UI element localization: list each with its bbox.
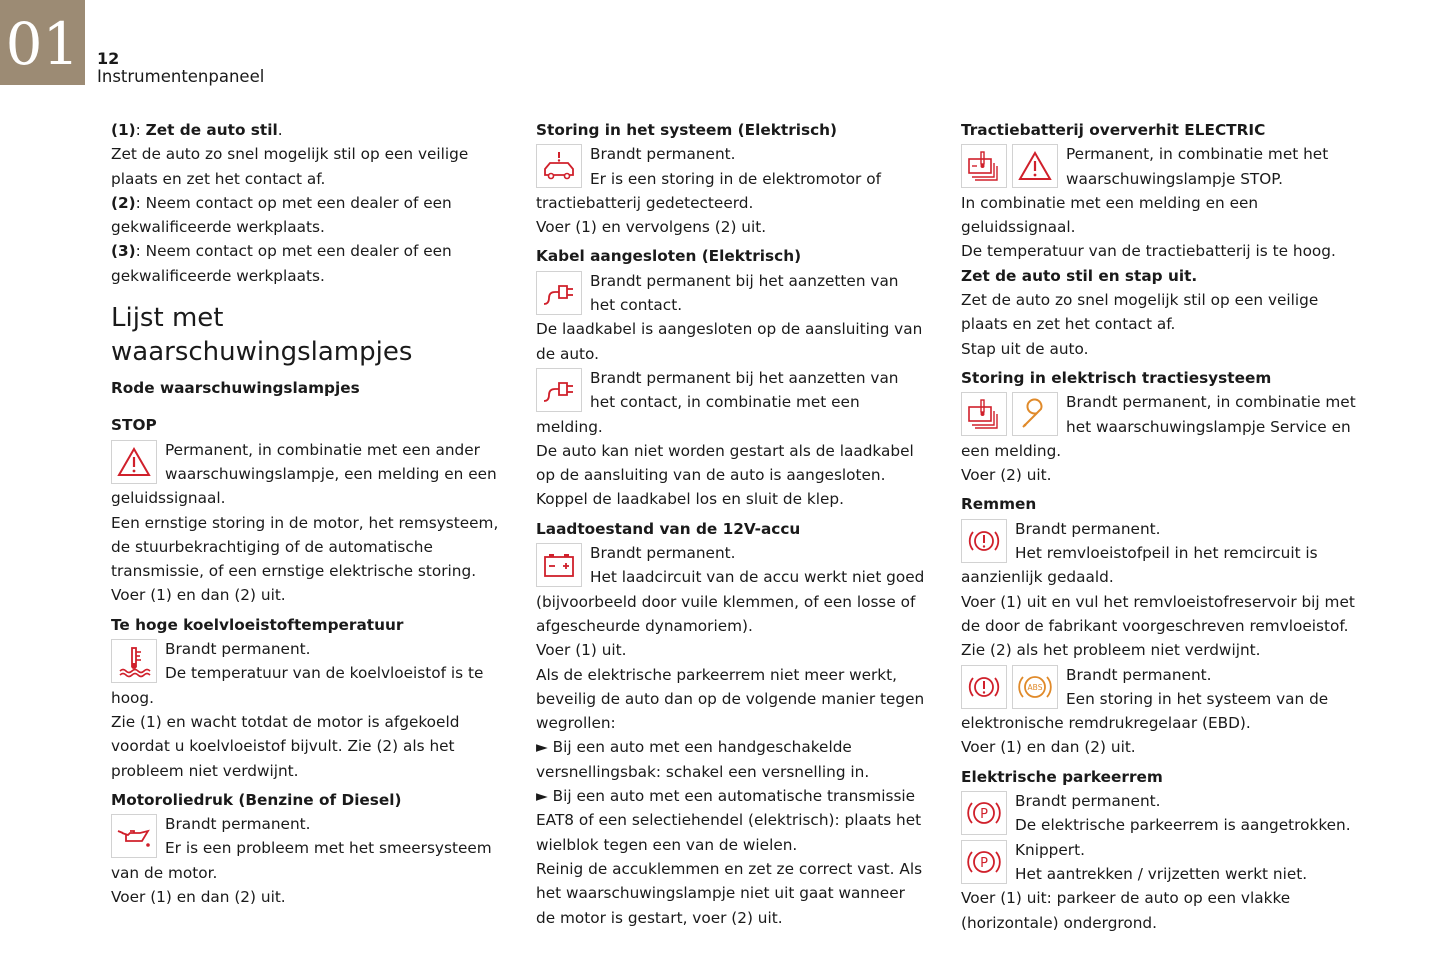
bullet-item: ► Bij een auto met een automatische transmissie EAT8 of een selectiehendel (elektrisch): plaats het wielblok tegen een van de wielen. <box>536 787 922 854</box>
brake-warning-icon <box>961 665 1007 709</box>
svg-text:P: P <box>980 807 988 823</box>
electric-traction-heading: Storing in elektrisch tractiesysteem <box>961 368 1272 387</box>
brake-warning-icon <box>961 519 1007 563</box>
system-entry: Brandt permanent. Er is een storing in de elektromotor of tractiebatterij gedetecteerd. <box>536 145 881 212</box>
page-number: 12 <box>97 49 120 68</box>
traction-entry: Permanent, in combinatie met het waarschuwingslampje STOP. <box>961 142 1361 191</box>
coolant-temperature-icon <box>111 639 157 683</box>
svg-text:P: P <box>980 855 988 871</box>
ebd-entry: ABS Brandt permanent. Een storing in het systeem van de elektronische remdrukregelaar (EBD). <box>961 665 1329 733</box>
charging-plug-icon <box>536 368 582 412</box>
electric-traction-entry: Brandt permanent, in combinatie met het waarschuwingslampje Service en een melding. <box>961 393 1356 460</box>
traction-battery-temperature-icon <box>961 144 1007 188</box>
abs-icon <box>1012 665 1058 709</box>
battery-entry: Brandt permanent. Het laadcircuit van de accu werkt niet goed (bijvoorbeeld door vuile klemmen, of een losse of afgescheurde dynamoriem). <box>536 544 925 635</box>
parking-brake-icon <box>961 791 1007 835</box>
car-warning-icon <box>536 144 582 188</box>
chapter-badge: 01 <box>0 0 85 85</box>
wrench-icon <box>1012 392 1058 436</box>
cable-heading: Kabel aangesloten (Elektrisch) <box>536 247 802 266</box>
traction-battery-icon <box>961 392 1007 436</box>
column-2: Storing in het systeem (Elektrisch) Brandt permanent. Er is een storing in de elektromotor of tractiebatterij gedetecteerd. Voer (1) en vervolgens (2) uit. Kabel aangesloten (Elektrisch) Brandt permanent bij het aanzetten van het contact. De laadkabel is aangesloten op de aansluiting van de auto. Brandt permanent bij het aanzetten van het contact, in combinatie met een melding. De auto kan niet worden gestart als de laadkabel op de aansluiting van de auto is aangesloten. Koppel de laadkabel los en sluit de klep. Laadtoestand van de 12V-accu Brandt permanent. Het laadcircuit van de accu werkt niet goed (bijvoorbeeld door vuile klemmen, of een losse of afgescheurde dynamoriem). Voer (1) uit. Als de elektrische parkeerrem niet meer werkt, beveilig de auto dan op de volgende manier tegen wegrollen: ► Bij een auto met een handgeschakelde versnellingsbak: schakel een versnelling in. ► Bij een auto met een automatische transmissie EAT8 of een selectiehendel (elektrisch): plaats het wielblok tegen een van de wielen. Reinig de accuklemmen en zet ze correct vast. Als het waarschuwingslampje niet uit gaat wanneer de motor is gestart, voer (2) uit. <box>536 118 926 930</box>
brakes-heading: Remmen <box>961 495 1037 514</box>
stop-heading: STOP <box>111 416 157 435</box>
coolant-entry: Brandt permanent. De temperatuur van de koelvloeistof is te hoog. <box>111 640 484 707</box>
battery-icon <box>536 543 582 587</box>
coolant-heading: Te hoge koelvloeistoftemperatuur <box>111 615 404 634</box>
parking-brake-heading: Elektrische parkeerrem <box>961 767 1163 786</box>
note-1-text: Zet de auto zo snel mogelijk stil op een veilige plaats en zet het contact af. <box>111 145 469 188</box>
column-1: (1): Zet de auto stil. Zet de auto zo snel mogelijk stil op een veilige plaats en zet het contact af. (2): Neem contact op met een dealer of een gekwalificeerde werkplaats. (3): Neem contact op met een dealer of een gekwalificeerde werkplaats. Lijst met waarschuwingslampjes Rode waarschuwingslampjes STOP Permanent, in combinatie met een ander waarschuwingslampje, een melding en een geluidssignaal. Een ernstige storing in de motor, het remsysteem, de stuurbekrachtiging of de automatische transmissie, of een ernstige elektrische storing. Voer (1) en dan (2) uit. Te hoge koelvloeistoftemperatuur Brandt permanent. De temperatuur van de koelvloeistof is te hoog. Zie (1) en wacht totdat de motor is afgekoeld voordat u koelvloeistof bijvult. Zie (2) als het probleem niet verdwijnt. Motoroliedruk (Benzine of Diesel) Brandt permanent. Er is een probleem met het smeersysteem van de motor. Voer (1) en dan (2) uit. <box>111 118 509 909</box>
system-heading: Storing in het systeem (Elektrisch) <box>536 121 838 139</box>
cable-entry-2: Brandt permanent bij het aanzetten van het contact, in combinatie met een melding. <box>536 368 899 436</box>
note-3: (3): Neem contact op met een dealer of een gekwalificeerde werkplaats. <box>111 242 452 285</box>
battery-heading: Laadtoestand van de 12V-accu <box>536 519 801 538</box>
abs-label: ABS <box>1027 682 1043 692</box>
cable-entry: Brandt permanent bij het aanzetten van het contact. <box>536 269 926 318</box>
oil-heading: Motoroliedruk (Benzine of Diesel) <box>111 790 402 809</box>
charging-plug-icon <box>536 271 582 315</box>
list-title: Lijst met waarschuwingslampjes <box>111 303 413 368</box>
section-title: Instrumentenpaneel <box>97 67 265 86</box>
stop-entry: Permanent, in combinatie met een ander waarschuwingslampje, een melding en een geluidssignaal. <box>111 440 497 508</box>
parking-brake-entry-2: P Knippert. Het aantrekken / vrijzetten werkt niet. <box>961 838 1361 887</box>
warning-triangle-icon <box>111 440 157 484</box>
oil-pressure-icon <box>111 814 157 858</box>
traction-heading: Tractiebatterij oververhit ELECTRIC <box>961 121 1266 139</box>
bullet-item: ► Bij een auto met een handgeschakelde versnellingsbak: schakel een versnelling in. <box>536 738 870 781</box>
column-3: Tractiebatterij oververhit ELECTRIC Permanent, in combinatie met het waarschuwingslampje STOP. In combinatie met een melding en een geluidssignaal. De temperatuur van de tractiebatterij is te hoog. Zet de auto stil en stap uit. Zet de auto zo snel mogelijk stil op een veilige plaats en zet het contact af. Stap uit de auto. Storing in elektrisch tractiesysteem Brandt permanent, in combinatie met het waarschuwingslampje Service en een melding. Voer (2) uit. Remmen Brandt permanent. Het remvloeistofpeil in het remcircuit is aanzienlijk gedaald. Voer (1) uit en vul het remvloeistofreservoir bij met de door de fabrikant voorgeschreven remvloeistof. Zie (2) als het probleem niet verdwijnt. ABS Brandt permanent. Een storing in het systeem van de elektronische remdrukregelaar (EBD). Voer (1) en dan (2) uit. Elektrische parkeerrem P Brandt permanent. De elektrische parkeerrem is aangetrokken. P Knippert. Het aantrekken / vrijzetten werkt niet. Voer (1) uit: parkeer de auto op een vlakke (horizontale) ondergrond. <box>961 118 1361 935</box>
note-1: (1): Zet de auto stil. <box>111 121 283 139</box>
brakes-entry: Brandt permanent. Het remvloeistofpeil in het remcircuit is aanzienlijk gedaald. <box>961 519 1318 587</box>
warning-triangle-icon <box>1012 144 1058 188</box>
oil-entry: Brandt permanent. Er is een probleem met het smeersysteem van de motor. <box>111 815 492 882</box>
list-subtitle: Rode waarschuwingslampjes <box>111 379 360 398</box>
parking-brake-icon <box>961 840 1007 884</box>
parking-brake-entry: P Brandt permanent. De elektrische parkeerrem is aangetrokken. <box>961 789 1361 838</box>
note-2: (2): Neem contact op met een dealer of een gekwalificeerde werkplaats. <box>111 193 452 237</box>
